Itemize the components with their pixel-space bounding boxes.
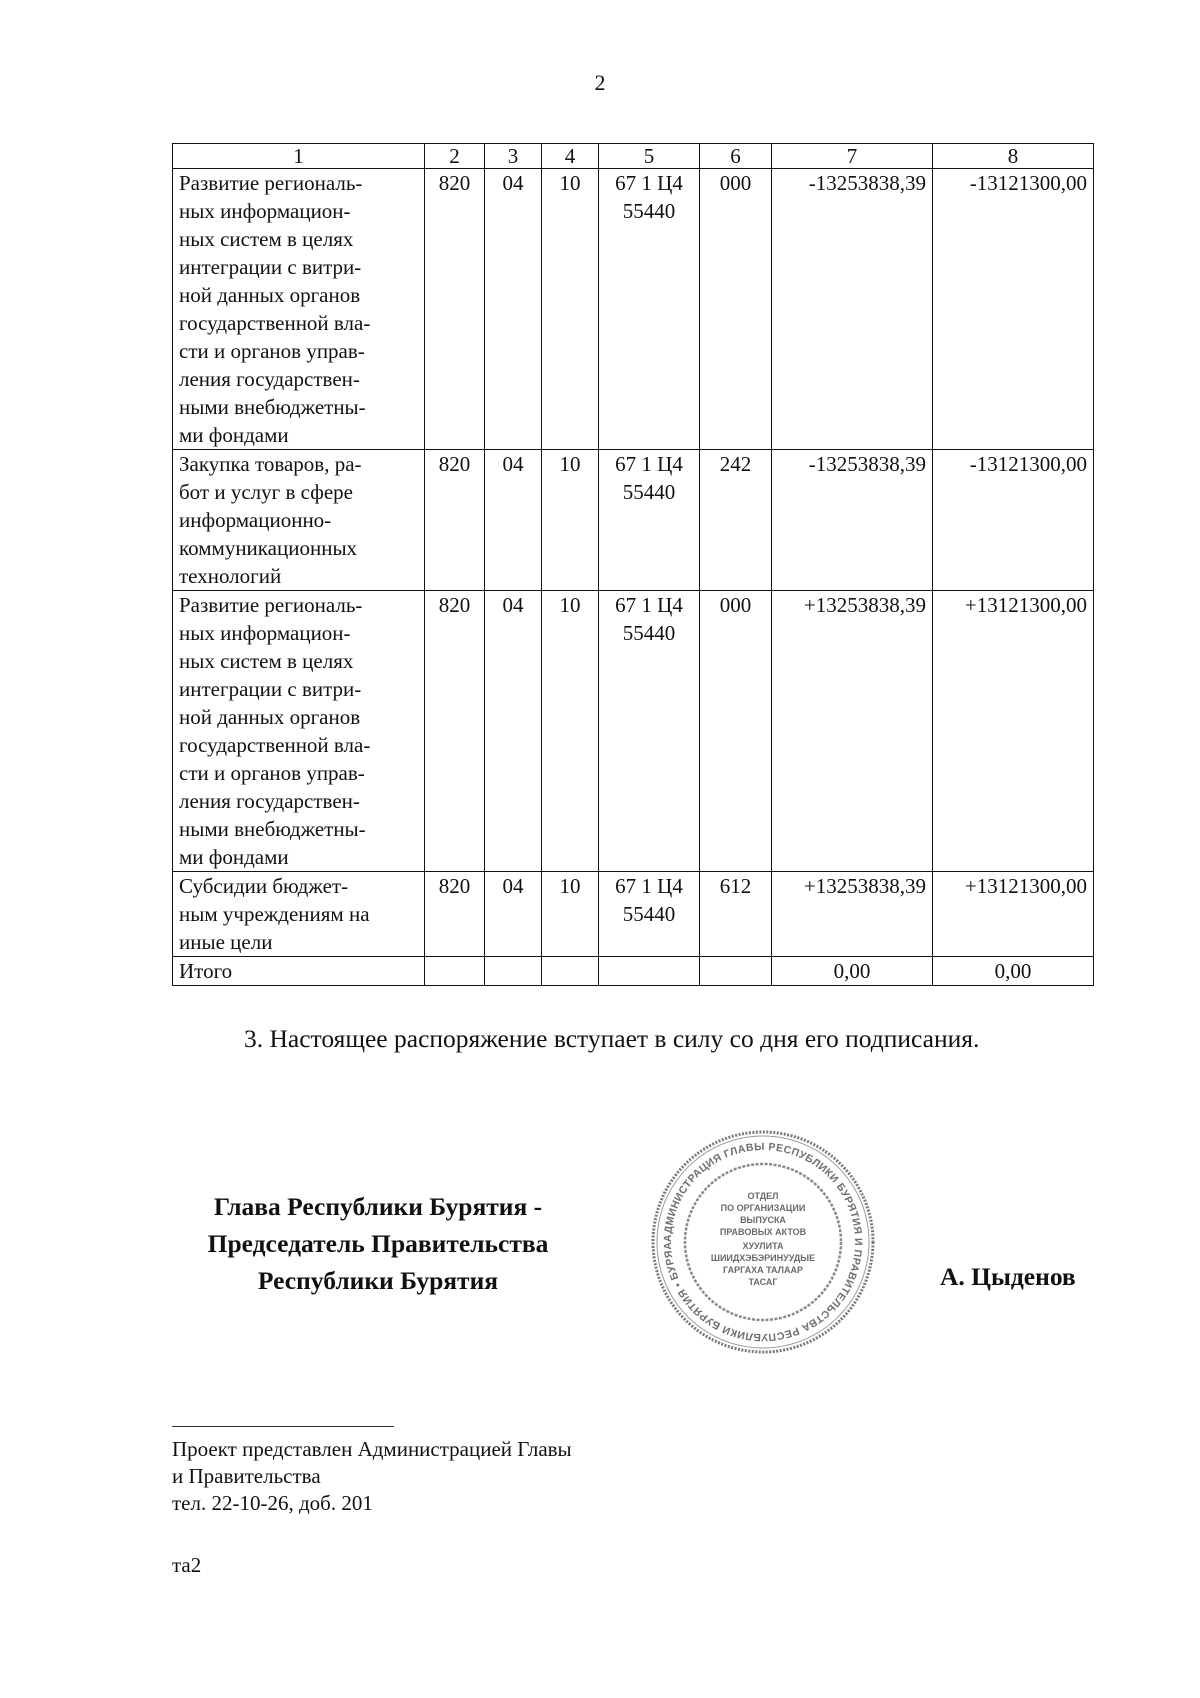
subsection-code: 10 (542, 591, 599, 872)
expense-type-code: 612 (700, 872, 772, 957)
description-line: сти и органов управ- (179, 339, 365, 363)
description-line: ми фондами (179, 845, 289, 869)
amount-col-7: -13253838,39 (772, 450, 933, 591)
subsection-code: 10 (542, 450, 599, 591)
description-line: ных систем в целях (179, 649, 354, 673)
expense-type-code: 000 (700, 169, 772, 450)
description-line: ными внебюджетны- (179, 395, 366, 419)
target-article-line: 55440 (622, 902, 676, 926)
total-row (173, 957, 1094, 986)
description-line: ных информацион- (179, 621, 351, 645)
description-line: ления государствен- (179, 367, 360, 391)
ministry-code: 820 (425, 450, 485, 591)
signatory-name: А. Цыденов (940, 1262, 1076, 1291)
empty-cell (700, 957, 772, 986)
description-line: ной данных органов (179, 283, 361, 307)
total-col-7: 0,00 (772, 957, 933, 986)
empty-cell (485, 957, 542, 986)
signatory-title-line: Глава Республики Бурятия - (213, 1192, 543, 1221)
amount-col-8: +13121300,00 (933, 591, 1094, 872)
table-row (173, 450, 1094, 591)
description-line: коммуникационных (179, 536, 358, 560)
description-line: технологий (179, 564, 282, 588)
document-code: та2 (172, 1553, 202, 1577)
section-code: 04 (485, 169, 542, 450)
empty-cell (425, 957, 485, 986)
target-article-code (599, 591, 700, 872)
row-description (173, 169, 425, 450)
table-header-row (173, 144, 1094, 169)
row-description (173, 450, 425, 591)
section-code: 04 (485, 450, 542, 591)
amount-col-8: -13121300,00 (933, 450, 1094, 591)
effective-date-clause: 3. Настоящее распоряжение вступает в силу со дня его подписания. (244, 1024, 980, 1053)
subsection-code: 10 (542, 169, 599, 450)
target-article-code (599, 450, 700, 591)
section-code: 04 (485, 872, 542, 957)
total-label: Итого (173, 957, 425, 986)
ministry-code: 820 (425, 169, 485, 450)
footnote (172, 1436, 572, 1517)
target-article-line: 67 1 Ц4 (615, 874, 683, 898)
description-line: ных информацион- (179, 199, 351, 223)
ministry-code: 820 (425, 872, 485, 957)
amount-col-7: -13253838,39 (772, 169, 933, 450)
table-row (173, 169, 1094, 450)
description-line: интеграции с витри- (179, 677, 362, 701)
seal-center-line: ШИИДХЭБЭРИНУУДЫЕ (710, 1253, 816, 1263)
target-article-line: 55440 (622, 480, 676, 504)
total-col-8: 0,00 (933, 957, 1094, 986)
target-article-code (599, 169, 700, 450)
expense-type-code: 242 (700, 450, 772, 591)
seal-center-line: ВЫПУСКА (740, 1215, 786, 1225)
seal-center-line: ОТДЕЛ (747, 1191, 779, 1201)
seal-center-line: ТАСАГ (748, 1277, 778, 1287)
description-line: ми фондами (179, 423, 289, 447)
description-line: государственной вла- (179, 311, 371, 335)
seal-center-line: ГАРГАХА ТАЛААР (723, 1265, 803, 1275)
amount-col-8: -13121300,00 (933, 169, 1094, 450)
description-line: государственной вла- (179, 733, 371, 757)
description-line: интеграции с витри- (179, 255, 362, 279)
column-header: 1 (173, 144, 425, 169)
signatory-title (158, 1188, 598, 1299)
footnote-divider (172, 1426, 394, 1427)
signatory-title-line: Председатель Правительства (207, 1229, 549, 1258)
seal-graphic (648, 1127, 878, 1357)
target-article-line: 55440 (622, 199, 676, 223)
description-line: ными внебюджетны- (179, 817, 366, 841)
amount-col-7: +13253838,39 (772, 591, 933, 872)
description-line: Развитие региональ- (179, 593, 363, 617)
column-header: 8 (933, 144, 1094, 169)
seal-center-line: ПО ОРГАНИЗАЦИИ (720, 1203, 806, 1213)
target-article-line: 67 1 Ц4 (615, 593, 683, 617)
target-article-line: 55440 (622, 621, 676, 645)
table-row (173, 872, 1094, 957)
seal-center-line: ХУУЛИТА (742, 1241, 784, 1251)
description-line: информационно- (179, 508, 332, 532)
column-header: 4 (542, 144, 599, 169)
amount-col-8: +13121300,00 (933, 872, 1094, 957)
footnote-line: Проект представлен Администрацией Главы (172, 1437, 572, 1461)
page-number: 2 (594, 70, 606, 95)
expense-type-code: 000 (700, 591, 772, 872)
ministry-code: 820 (425, 591, 485, 872)
signatory-title-line: Республики Бурятия (257, 1266, 499, 1295)
column-header: 5 (599, 144, 700, 169)
budget-table (172, 143, 1094, 986)
amount-col-7: +13253838,39 (772, 872, 933, 957)
description-line: ным учреждениям на (179, 902, 370, 926)
empty-cell (542, 957, 599, 986)
target-article-code (599, 872, 700, 957)
description-line: Закупка товаров, ра- (179, 452, 362, 476)
column-header: 6 (700, 144, 772, 169)
target-article-line: 67 1 Ц4 (615, 171, 683, 195)
table-row (173, 591, 1094, 872)
empty-cell (599, 957, 700, 986)
description-line: иные цели (179, 930, 273, 954)
official-seal (648, 1127, 878, 1357)
description-line: сти и органов управ- (179, 761, 365, 785)
row-description (173, 872, 425, 957)
seal-ring-text: АДМИНИСТРАЦИЯ ГЛАВЫ РЕСПУБЛИКИ БУРЯТИЯ И ПРАВИТЕЛЬСТВА РЕСПУБЛИКИ БУРЯТИЯ • БУРЯА (661, 1140, 865, 1344)
row-description (173, 591, 425, 872)
description-line: ных систем в целях (179, 227, 354, 251)
section-code: 04 (485, 591, 542, 872)
column-header: 2 (425, 144, 485, 169)
seal-center-line: ПРАВОВЫХ АКТОВ (719, 1227, 807, 1237)
subsection-code: 10 (542, 872, 599, 957)
description-line: бот и услуг в сфере (179, 480, 353, 504)
footnote-line: тел. 22-10-26, доб. 201 (172, 1491, 373, 1515)
column-header: 7 (772, 144, 933, 169)
description-line: Развитие региональ- (179, 171, 363, 195)
description-line: ления государствен- (179, 789, 360, 813)
target-article-line: 67 1 Ц4 (615, 452, 683, 476)
description-line: ной данных органов (179, 705, 361, 729)
column-header: 3 (485, 144, 542, 169)
footnote-line: и Правительства (172, 1464, 321, 1488)
description-line: Субсидии бюджет- (179, 874, 349, 898)
